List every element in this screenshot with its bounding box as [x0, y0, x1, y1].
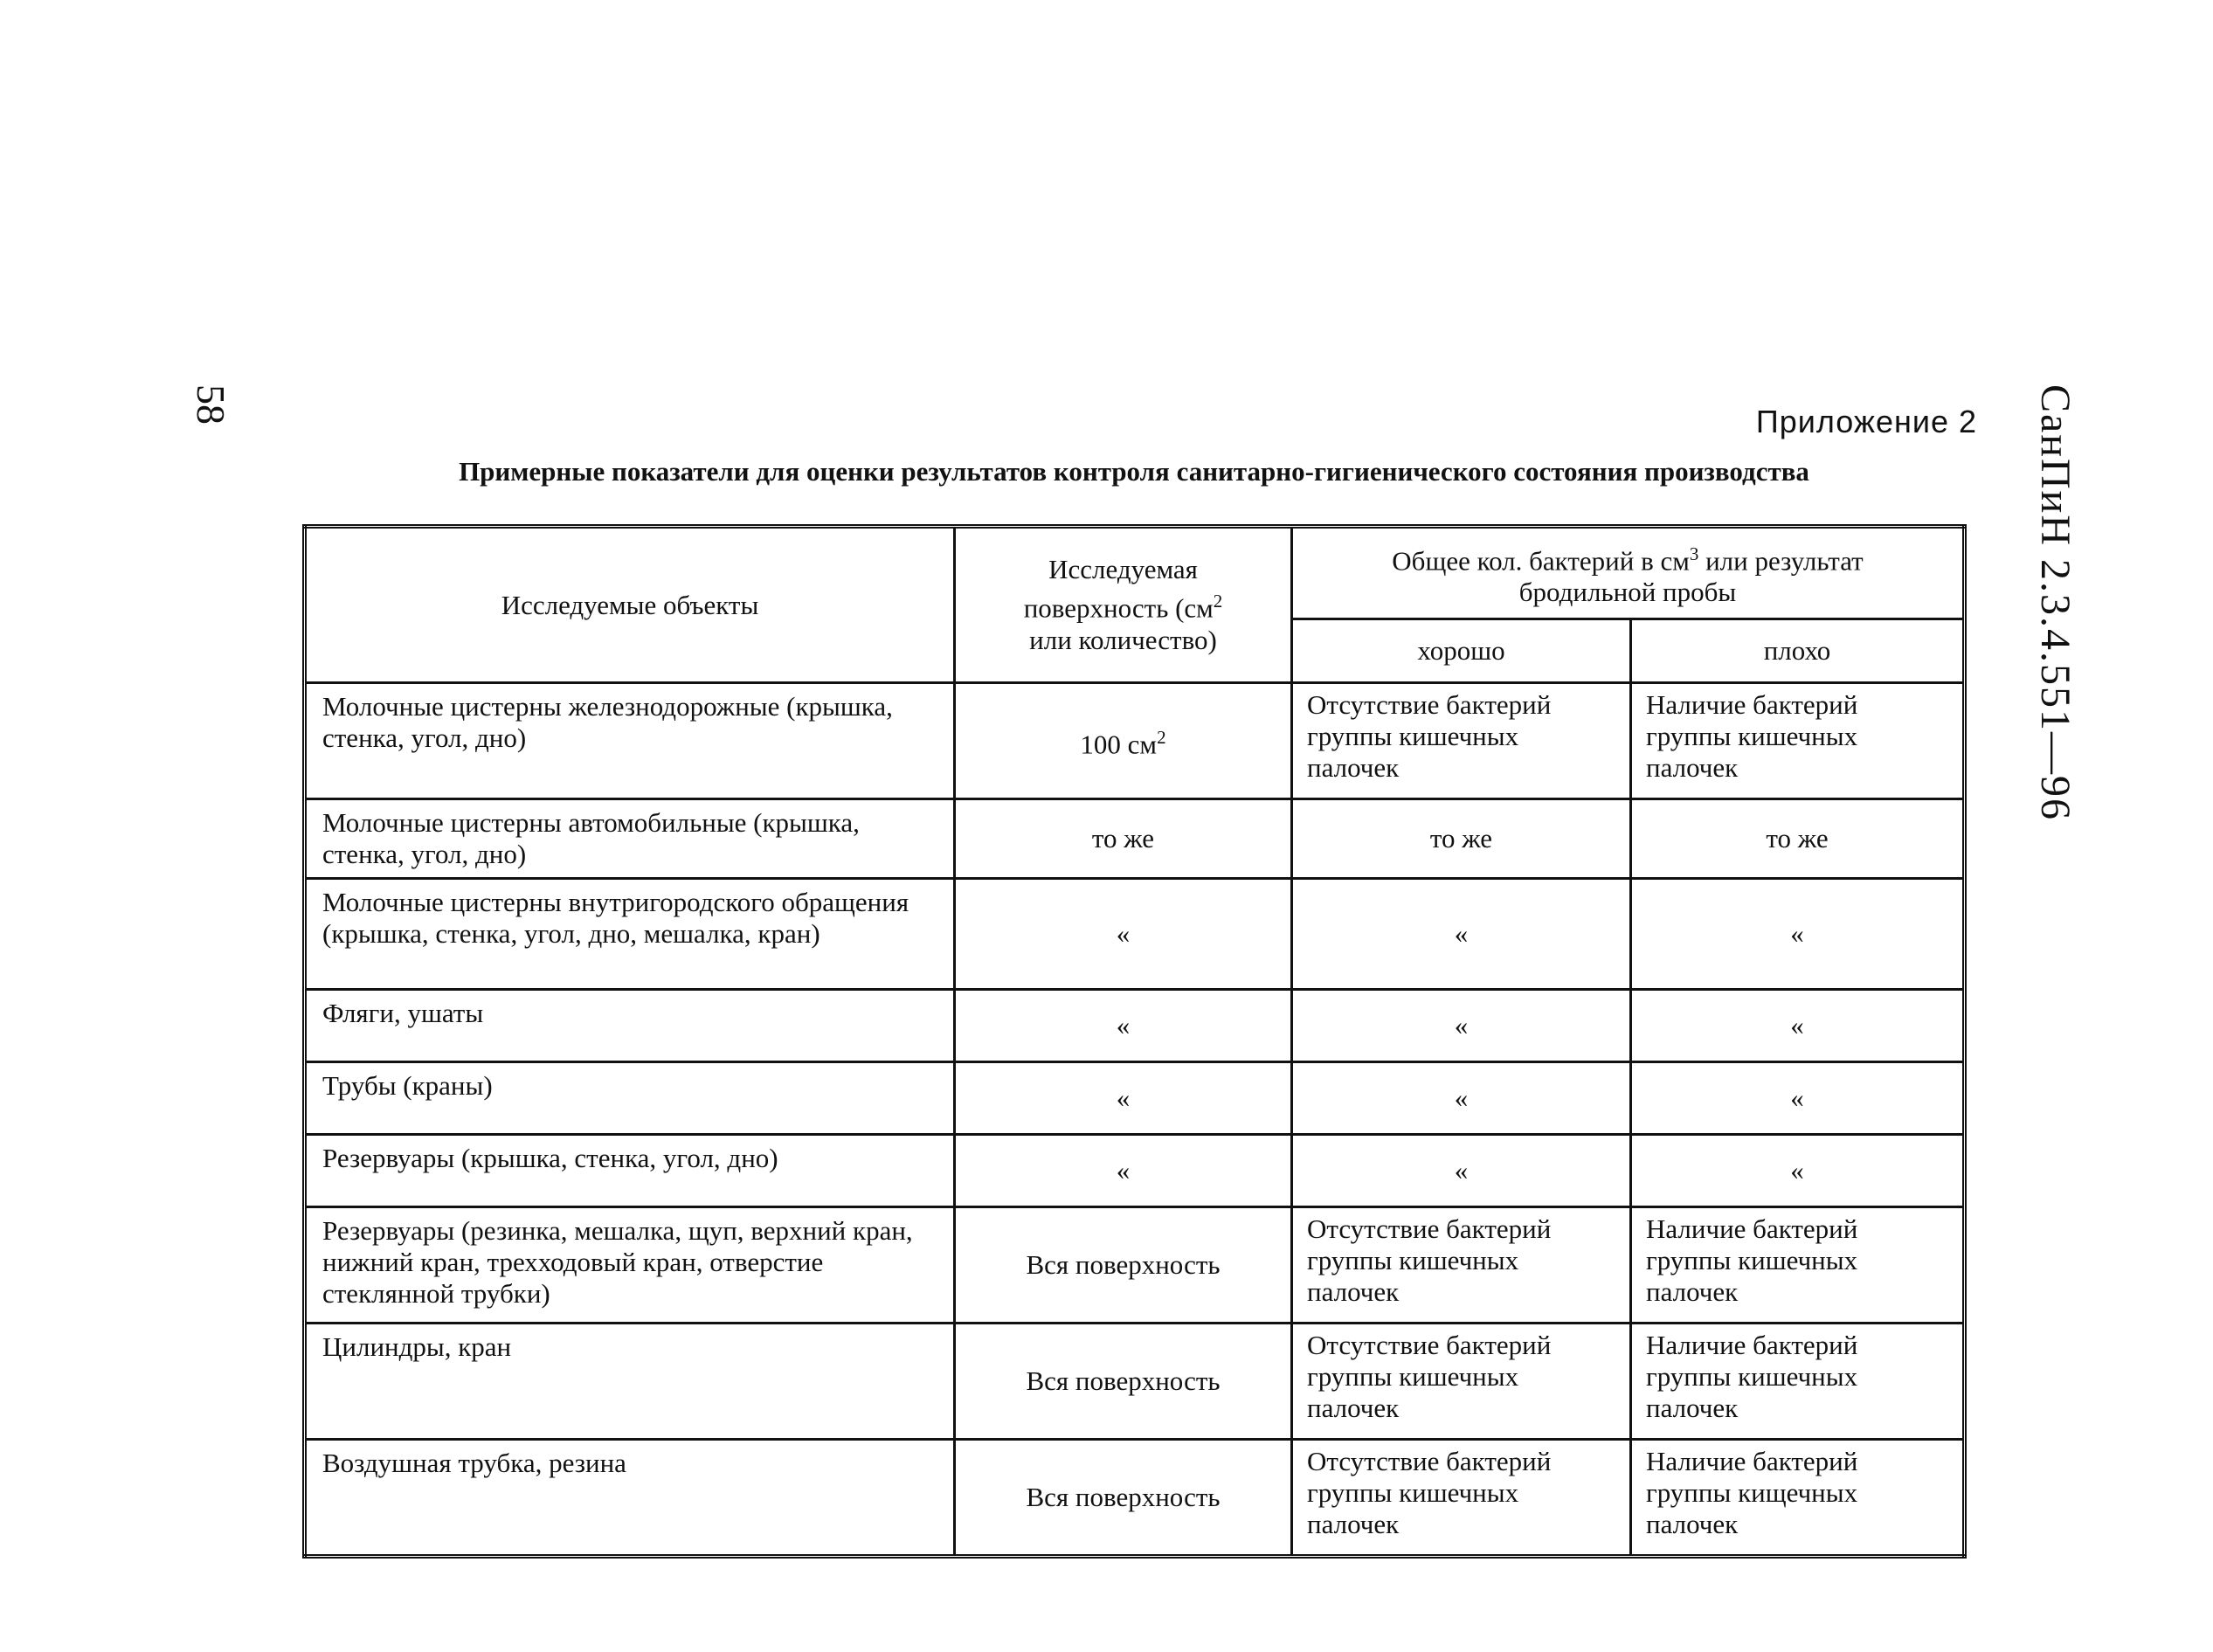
cell-object: Резервуары (крышка, стенка, угол, дно) — [305, 1135, 955, 1207]
cell-surface: Вся поверхность — [955, 1207, 1292, 1324]
header-surface-line1: Исследуемая — [1048, 554, 1198, 585]
table-row — [305, 1440, 1965, 1557]
table-row — [305, 1207, 1965, 1324]
cell-bad: Наличие бактерий группы кишечных палочек — [1631, 683, 1965, 799]
table-row — [305, 990, 1965, 1062]
cell-surface: Вся поверхность — [955, 1440, 1292, 1557]
cell-surface: « — [955, 990, 1292, 1062]
cell-bad: Наличие бактерий группы кишечных палочек — [1631, 1324, 1965, 1440]
cell-bad: « — [1631, 879, 1965, 990]
cell-surface-sup: 2 — [1157, 726, 1166, 748]
header-surface-line3: или количество) — [1029, 624, 1217, 655]
indicators-table — [302, 524, 1967, 1559]
cell-bad: « — [1631, 990, 1965, 1062]
cell-bad: Наличие бактерий группы кишечных палочек — [1631, 1207, 1965, 1324]
cell-bad: Наличие бактерий группы кищечных палочек — [1631, 1440, 1965, 1557]
cell-surface: « — [955, 1062, 1292, 1135]
header-surface-line2: поверхность (см — [1023, 592, 1214, 624]
cell-bad: то же — [1631, 799, 1965, 879]
cell-good: « — [1292, 990, 1631, 1062]
cell-good: Отсутствие бактерий группы кишечных палочек — [1292, 683, 1631, 799]
cell-surface: то же — [955, 799, 1292, 879]
page-number: 58 — [189, 384, 233, 425]
header-good: хорошо — [1292, 619, 1631, 683]
cell-object: Цилиндры, кран — [305, 1324, 955, 1440]
header-total-sup: 3 — [1689, 543, 1699, 564]
cell-good: то же — [1292, 799, 1631, 879]
header-total-line1-end: или результат — [1698, 545, 1864, 577]
cell-object: Фляги, ушаты — [305, 990, 955, 1062]
cell-surface: Вся поверхность — [955, 1324, 1292, 1440]
document-code: СанПиН 2.3.4.551—96 — [2032, 384, 2078, 822]
table-row — [305, 1135, 1965, 1207]
cell-surface: « — [955, 879, 1292, 990]
cell-good: Отсутствие бактерий группы кишечных палочек — [1292, 1440, 1631, 1557]
cell-surface: « — [955, 1135, 1292, 1207]
header-total-line2: бродильной пробы — [1518, 577, 1737, 608]
header-total-bacteria — [1292, 527, 1965, 619]
cell-surface-value: 100 см — [1080, 729, 1158, 760]
cell-object: Молочные цистерны железнодорожные (крышка, стенка, угол, дно) — [305, 683, 955, 799]
header-objects: Исследуемые объекты — [305, 527, 955, 683]
table-title: Примерные показатели для оценки результатов контроля санитарно-гигиенического состояния производства — [459, 456, 1809, 487]
header-surface-sup: 2 — [1213, 591, 1223, 612]
table-row — [305, 879, 1965, 990]
cell-object: Воздушная трубка, резина — [305, 1440, 955, 1557]
cell-object: Молочные цистерны внутригородского обращения (крышка, стенка, угол, дно, мешалка, кран) — [305, 879, 955, 990]
table-row — [305, 1062, 1965, 1135]
cell-good: « — [1292, 879, 1631, 990]
table-row — [305, 683, 1965, 799]
cell-object: Молочные цистерны автомобильные (крышка, стенка, угол, дно) — [305, 799, 955, 879]
cell-object: Резервуары (резинка, мешалка, щуп, верхний кран, нижний кран, трехходовый кран, отверстие стеклянной трубки) — [305, 1207, 955, 1324]
cell-good: « — [1292, 1135, 1631, 1207]
cell-good: Отсутствие бактерий группы кишечных палочек — [1292, 1324, 1631, 1440]
header-bad: плохо — [1631, 619, 1965, 683]
appendix-label: Приложение 2 — [1755, 404, 1977, 439]
table-row — [305, 799, 1965, 879]
cell-good: Отсутствие бактерий группы кишечных палочек — [1292, 1207, 1631, 1324]
header-total-line1: Общее кол. бактерий в см — [1392, 545, 1690, 577]
cell-surface — [955, 683, 1292, 799]
cell-object: Трубы (краны) — [305, 1062, 955, 1135]
table-row — [305, 1324, 1965, 1440]
header-surface — [955, 527, 1292, 683]
cell-bad: « — [1631, 1135, 1965, 1207]
cell-bad: « — [1631, 1062, 1965, 1135]
cell-good: « — [1292, 1062, 1631, 1135]
